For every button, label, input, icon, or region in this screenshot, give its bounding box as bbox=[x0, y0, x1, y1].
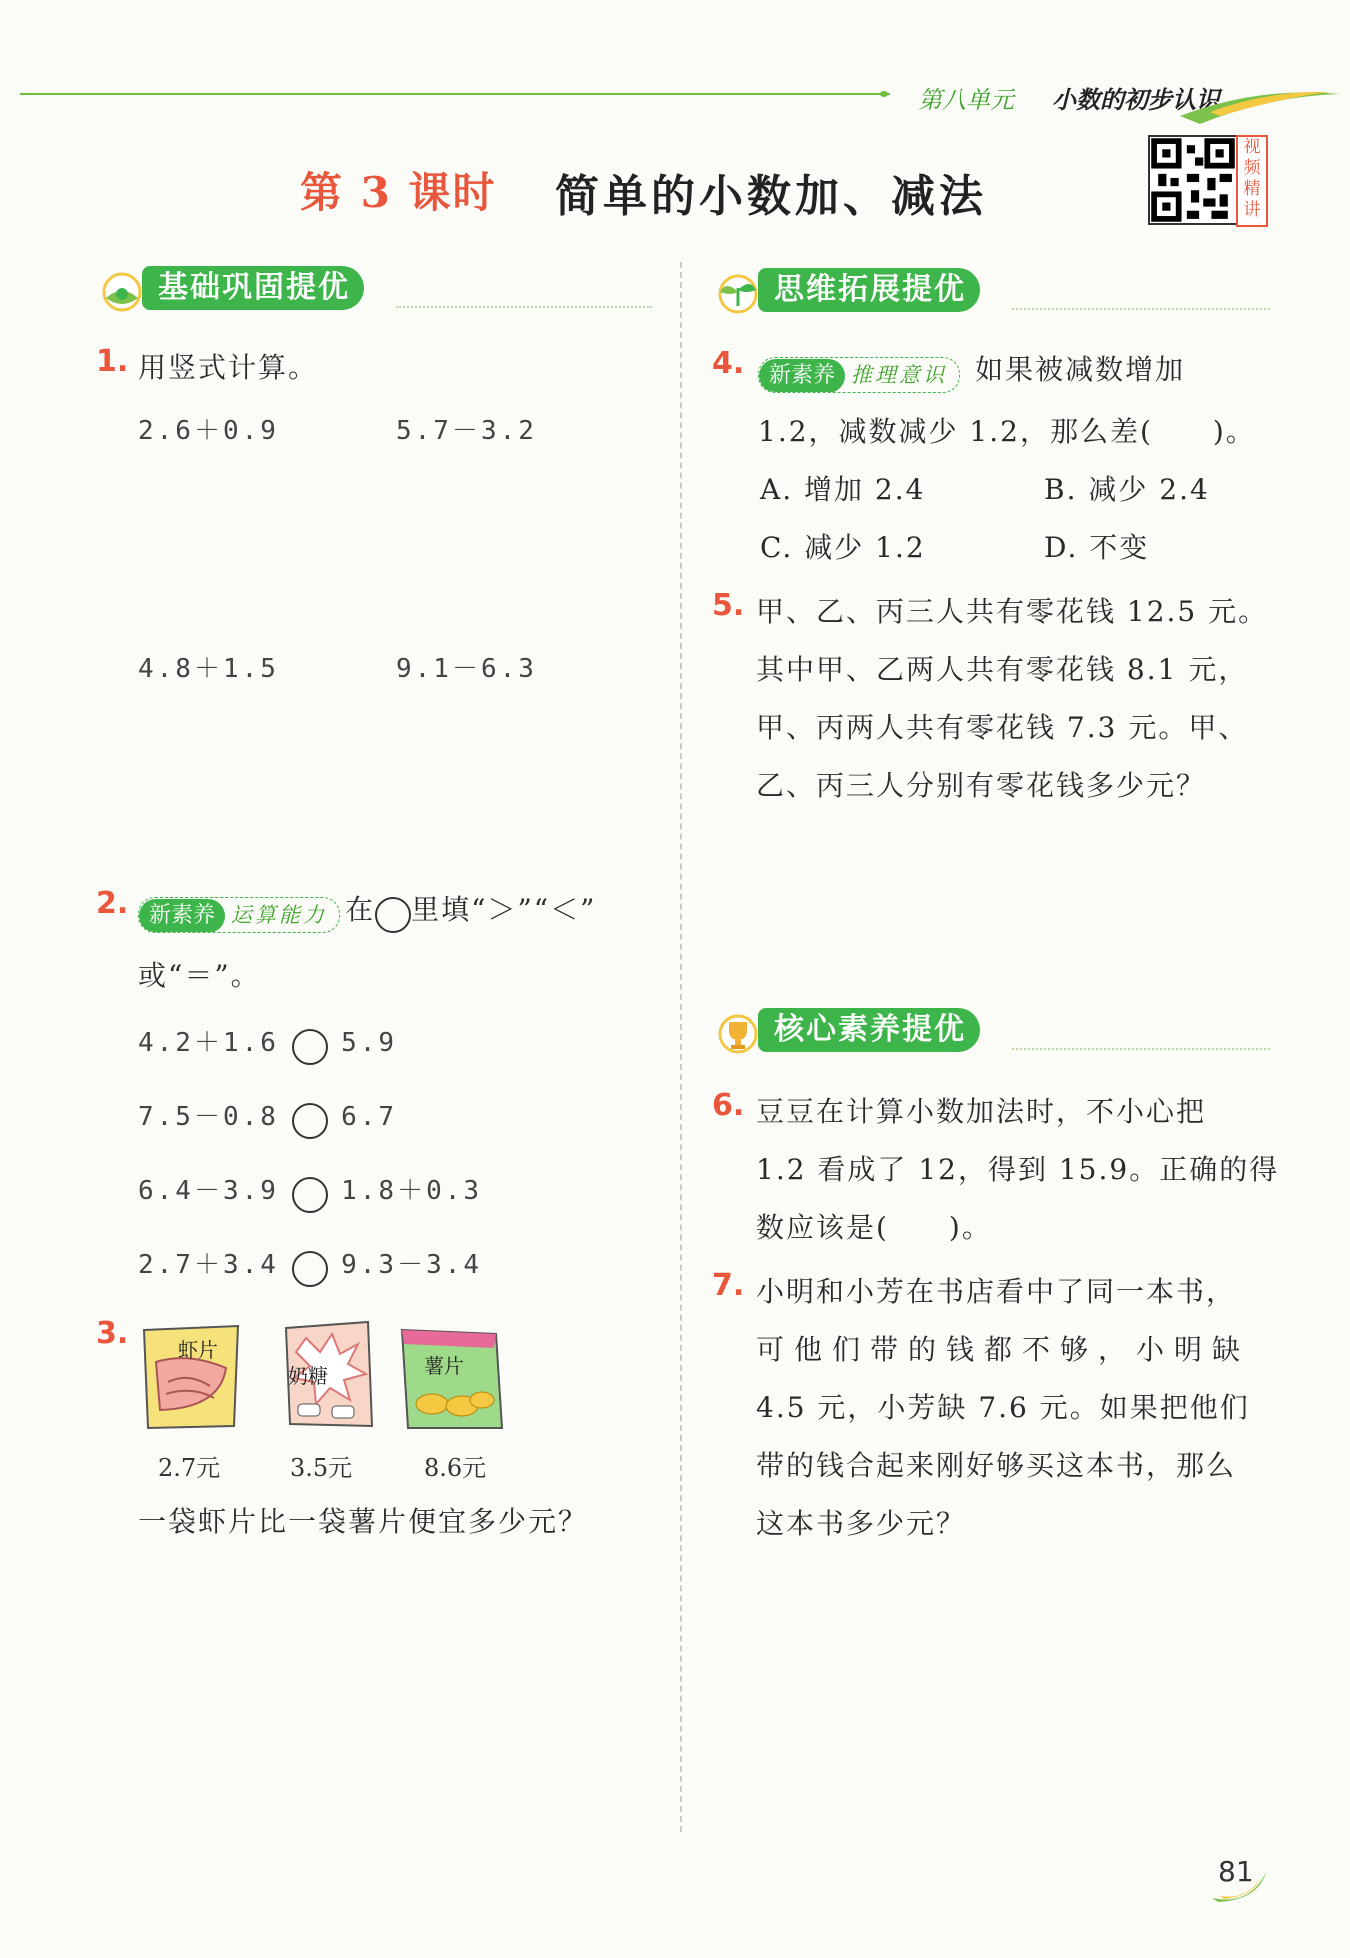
question-text: 甲、乙、丙三人共有零花钱 12.5 元。 bbox=[756, 595, 1269, 628]
question-number: 1. bbox=[96, 344, 129, 379]
answer-circle[interactable] bbox=[292, 1103, 328, 1139]
question-text: 4.5 元，小芳缺 7.6 元。如果把他们 bbox=[756, 1391, 1250, 1424]
question-number: 3. bbox=[96, 1316, 129, 1351]
question-text: 一袋虾片比一袋薯片便宜多少元？ bbox=[138, 1505, 589, 1538]
price: 2.7元 bbox=[158, 1454, 221, 1482]
question-text: 这本书多少元？ bbox=[756, 1507, 967, 1540]
question-text: 带的钱合起来刚好够买这本书，那么 bbox=[756, 1449, 1237, 1482]
video-tag-char: 频 bbox=[1243, 158, 1261, 178]
compare-row bbox=[138, 1244, 482, 1287]
section-thinking bbox=[712, 268, 1272, 314]
option-a[interactable]: A. 增加 2.4 bbox=[760, 473, 926, 506]
badge-main: 新素养 bbox=[139, 899, 225, 933]
header-rule bbox=[20, 93, 890, 95]
section-core bbox=[712, 1008, 1272, 1054]
circle-blank-icon bbox=[375, 897, 411, 933]
price: 8.6元 bbox=[424, 1454, 487, 1482]
price: 3.5元 bbox=[290, 1454, 353, 1482]
question-number: 4. bbox=[712, 346, 745, 381]
section-title: 核心素养提优 bbox=[758, 1008, 980, 1052]
expression: 1.8＋0.3 bbox=[341, 1176, 483, 1206]
expression: 7.5－0.8 bbox=[138, 1102, 279, 1132]
answer-circle[interactable] bbox=[292, 1251, 328, 1287]
expression: 6.7 bbox=[341, 1102, 398, 1132]
question-text: 在 bbox=[345, 893, 376, 926]
snack-milk-candy bbox=[276, 1318, 386, 1432]
badge-sub: 运算能力 bbox=[231, 902, 328, 927]
question-text: 用竖式计算。 bbox=[138, 351, 319, 384]
expression: 9.1－6.3 bbox=[396, 654, 537, 684]
snack-label: 虾片 bbox=[178, 1338, 218, 1362]
section-line bbox=[396, 306, 652, 308]
option-d[interactable]: D. 不变 bbox=[1044, 531, 1150, 564]
question-text: 1.2 看成了 12，得到 15.9。正确的得 bbox=[756, 1153, 1280, 1186]
question-text: 里填“＞”“＜” bbox=[411, 893, 597, 926]
expression: 2.7＋3.4 bbox=[138, 1250, 279, 1280]
section-line bbox=[1012, 308, 1270, 310]
question-number: 6. bbox=[712, 1088, 745, 1123]
section-title: 思维拓展提优 bbox=[758, 268, 980, 312]
snack-potato-chips bbox=[398, 1324, 508, 1438]
question-text: 数应该是( )。 bbox=[756, 1211, 992, 1244]
expression: 4.8＋1.5 bbox=[138, 654, 279, 684]
question-number: 7. bbox=[712, 1268, 745, 1303]
snack-shrimp-chips bbox=[138, 1322, 248, 1436]
competency-badge bbox=[138, 897, 340, 933]
page-number: 81 bbox=[1218, 1855, 1254, 1888]
question-line bbox=[758, 348, 1185, 393]
expression: 2.6＋0.9 bbox=[138, 416, 279, 446]
question-line bbox=[138, 888, 596, 933]
competency-badge bbox=[758, 357, 960, 393]
snack-label: 奶糖 bbox=[288, 1364, 328, 1388]
video-tag-char: 视 bbox=[1243, 137, 1261, 157]
section-basic bbox=[96, 266, 656, 312]
lesson-number: 第 3 课时 bbox=[300, 168, 497, 217]
question-text: 如果被减数增加 bbox=[975, 353, 1186, 386]
compare-row bbox=[138, 1022, 397, 1065]
answer-circle[interactable] bbox=[292, 1029, 328, 1065]
question-number: 2. bbox=[96, 886, 129, 921]
option-c[interactable]: C. 减少 1.2 bbox=[760, 531, 926, 564]
video-tag-char: 讲 bbox=[1243, 200, 1261, 220]
video-tag-char: 精 bbox=[1243, 179, 1261, 199]
lesson-title: 简单的小数加、减法 bbox=[555, 171, 987, 222]
expression: 5.9 bbox=[341, 1028, 398, 1058]
question-number: 5. bbox=[712, 588, 745, 623]
question-text: 或“＝”。 bbox=[138, 959, 261, 992]
badge-main: 新素养 bbox=[759, 359, 845, 393]
column-divider bbox=[680, 262, 682, 1832]
question-text: 小明和小芳在书店看中了同一本书， bbox=[756, 1275, 1237, 1308]
question-text: 乙、丙三人分别有零花钱多少元？ bbox=[756, 769, 1207, 802]
question-text: 甲、丙两人共有零花钱 7.3 元。甲、 bbox=[756, 711, 1249, 744]
snack-label: 薯片 bbox=[424, 1354, 464, 1378]
expression: 4.2＋1.6 bbox=[138, 1028, 279, 1058]
option-b[interactable]: B. 减少 2.4 bbox=[1044, 473, 1210, 506]
potato-chips-bag-icon bbox=[398, 1324, 508, 1434]
compare-row bbox=[138, 1170, 482, 1213]
qr-code-icon[interactable] bbox=[1148, 135, 1238, 225]
compare-row bbox=[138, 1096, 397, 1139]
page-swoosh bbox=[1210, 1866, 1270, 1906]
video-tag bbox=[1236, 135, 1268, 227]
question-text: 可他们带的钱都不够，小明缺 bbox=[756, 1333, 1251, 1366]
answer-circle[interactable] bbox=[292, 1177, 328, 1213]
question-text: 豆豆在计算小数加法时，不小心把 bbox=[756, 1095, 1207, 1128]
expression: 9.3－3.4 bbox=[341, 1250, 483, 1280]
expression: 6.4－3.9 bbox=[138, 1176, 279, 1206]
leaf-icon bbox=[878, 88, 890, 100]
unit-label: 第八单元 bbox=[918, 86, 1014, 114]
question-text: 1.2，减数减少 1.2，那么差( )。 bbox=[758, 415, 1256, 448]
unit-title: 小数的初步认识 bbox=[1052, 86, 1220, 114]
question-text: 其中甲、乙两人共有零花钱 8.1 元， bbox=[756, 653, 1249, 686]
expression: 5.7－3.2 bbox=[396, 416, 537, 446]
badge-sub: 推理意识 bbox=[851, 362, 948, 387]
section-line bbox=[1012, 1048, 1270, 1050]
section-title: 基础巩固提优 bbox=[142, 266, 364, 310]
swoosh-decoration bbox=[1180, 86, 1340, 126]
